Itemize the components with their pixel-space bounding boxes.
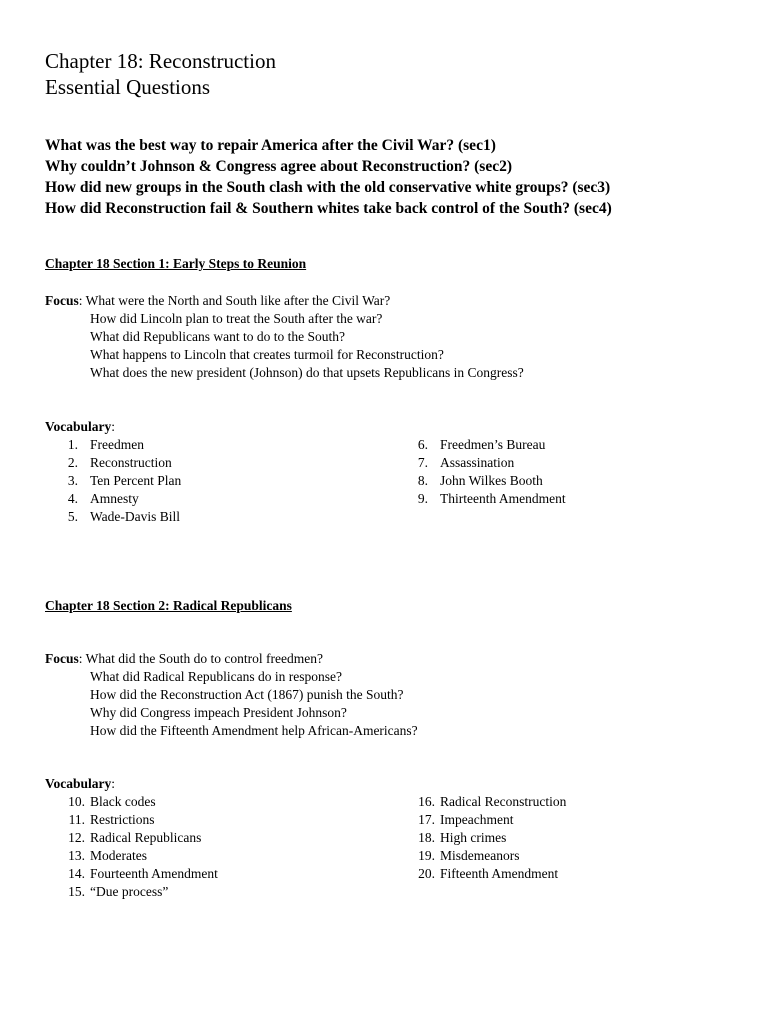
vocab-number: 2. <box>67 455 78 470</box>
vocab-number: 13. <box>68 848 85 863</box>
vocab-term: John Wilkes Booth <box>440 473 543 488</box>
vocab-number: 3. <box>67 473 78 488</box>
vocab-term: Amnesty <box>90 491 139 506</box>
focus-question: How did the Reconstruction Act (1867) punish the South? <box>90 687 404 702</box>
vocab-number: 11. <box>68 812 85 827</box>
vocab-item <box>395 865 559 883</box>
vocab-item <box>45 490 139 508</box>
vocab-number: 9. <box>417 491 428 506</box>
vocab-item <box>395 847 520 865</box>
essential-questions <box>45 135 612 219</box>
vocab-item <box>395 793 567 811</box>
section-1-focus <box>45 292 524 382</box>
vocab-label: Vocabulary <box>45 419 112 434</box>
vocab-term: Radical Reconstruction <box>440 794 567 809</box>
vocab-number: 10. <box>68 794 85 809</box>
focus-colon: : <box>78 651 83 666</box>
vocab-item <box>395 490 566 508</box>
vocab-term: Impeachment <box>440 812 514 827</box>
vocab-term: Thirteenth Amendment <box>440 491 566 506</box>
vocab-number: 18. <box>418 830 435 845</box>
vocab-number: 6. <box>417 437 428 452</box>
vocab-item <box>45 793 156 811</box>
vocab-item <box>45 829 202 847</box>
page-title <box>45 48 276 100</box>
vocab-number: 12. <box>68 830 85 845</box>
section-1-heading: Chapter 18 Section 1: Early Steps to Reunion <box>45 256 307 271</box>
vocab-number: 20. <box>418 866 435 881</box>
focus-label: Focus <box>45 651 79 666</box>
vocab-term: Ten Percent Plan <box>90 473 182 488</box>
vocab-item <box>395 472 543 490</box>
vocab-item <box>45 865 218 883</box>
vocab-term: Black codes <box>90 794 156 809</box>
vocab-term: High crimes <box>440 830 507 845</box>
vocab-term: Fourteenth Amendment <box>90 866 218 881</box>
section-2-heading: Chapter 18 Section 2: Radical Republicans <box>45 598 292 613</box>
vocab-item <box>45 847 147 865</box>
vocab-number: 17. <box>418 812 435 827</box>
essential-question: What was the best way to repair America after the Civil War? (sec1) <box>45 137 496 154</box>
focus-question: What happens to Lincoln that creates turmoil for Reconstruction? <box>90 347 444 362</box>
vocab-number: 7. <box>417 455 428 470</box>
vocab-term: Wade-Davis Bill <box>90 509 181 524</box>
vocab-number: 4. <box>67 491 78 506</box>
title-line-2: Essential Questions <box>45 75 211 99</box>
section-2-vocab-label <box>45 775 115 793</box>
vocab-number: 1. <box>67 437 78 452</box>
section-1-vocab-label <box>45 418 115 436</box>
vocab-colon: : <box>111 419 116 434</box>
vocab-item <box>45 508 181 526</box>
vocab-item <box>395 829 507 847</box>
focus-question: What does the new president (Johnson) do that upsets Republicans in Congress? <box>90 365 524 380</box>
title-line-1: Chapter 18: Reconstruction <box>45 49 276 73</box>
vocab-term: “Due process” <box>90 884 169 899</box>
vocab-label: Vocabulary <box>45 776 112 791</box>
vocab-term: Fifteenth Amendment <box>440 866 559 881</box>
vocab-item <box>45 883 169 901</box>
section-2-focus <box>45 650 418 740</box>
vocab-term: Freedmen’s Bureau <box>440 437 546 452</box>
essential-question: Why couldn’t Johnson & Congress agree about Reconstruction? (sec2) <box>45 158 513 175</box>
focus-question: What did the South do to control freedmen? <box>85 651 323 666</box>
focus-label: Focus <box>45 293 79 308</box>
vocab-term: Misdemeanors <box>440 848 520 863</box>
focus-question: What were the North and South like after the Civil War? <box>85 293 391 308</box>
focus-question: What did Radical Republicans do in response? <box>90 669 342 684</box>
vocab-term: Freedmen <box>90 437 144 452</box>
vocab-number: 16. <box>418 794 435 809</box>
vocab-colon: : <box>111 776 116 791</box>
focus-colon: : <box>78 293 83 308</box>
essential-question: How did new groups in the South clash with the old conservative white groups? (sec3) <box>45 179 611 196</box>
vocab-number: 15. <box>68 884 85 899</box>
vocab-item <box>395 811 514 829</box>
vocab-term: Reconstruction <box>90 455 172 470</box>
vocab-number: 5. <box>67 509 78 524</box>
vocab-item <box>395 454 515 472</box>
vocab-item <box>45 811 155 829</box>
vocab-item <box>45 436 144 454</box>
vocab-term: Moderates <box>90 848 147 863</box>
vocab-term: Radical Republicans <box>90 830 202 845</box>
focus-question: How did the Fifteenth Amendment help African-Americans? <box>90 723 418 738</box>
vocab-item <box>45 454 172 472</box>
focus-question: Why did Congress impeach President Johnson? <box>90 705 347 720</box>
essential-question: How did Reconstruction fail & Southern whites take back control of the South? (sec4) <box>45 200 612 217</box>
vocab-item <box>395 436 546 454</box>
vocab-number: 14. <box>68 866 85 881</box>
focus-question: What did Republicans want to do to the South? <box>90 329 345 344</box>
focus-question: How did Lincoln plan to treat the South after the war? <box>90 311 383 326</box>
vocab-number: 19. <box>418 848 435 863</box>
vocab-term: Assassination <box>440 455 515 470</box>
vocab-number: 8. <box>417 473 428 488</box>
vocab-term: Restrictions <box>90 812 155 827</box>
vocab-item <box>45 472 182 490</box>
